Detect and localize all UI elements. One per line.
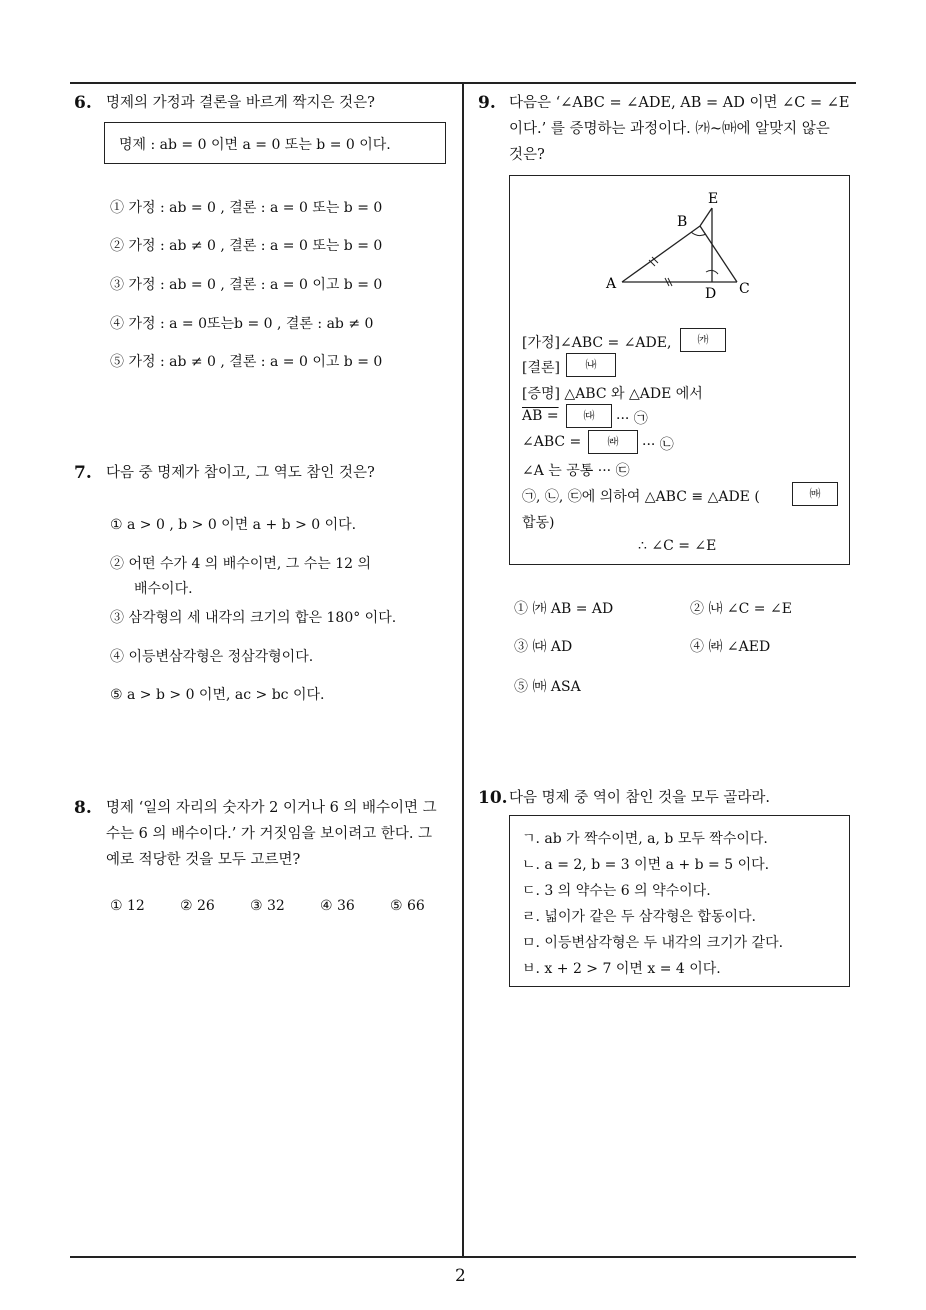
question-number: 8. (74, 798, 92, 818)
option-3[interactable]: ③ 삼각형의 세 내각의 크기의 합은 180° 이다. (110, 610, 397, 626)
question-number: 9. (478, 93, 496, 113)
vertex-label-e: E (708, 191, 719, 207)
option-2[interactable]: ② 어떤 수가 4 의 배수이면, 그 수는 12 의 (110, 556, 372, 572)
vertex-label-a: A (606, 276, 617, 292)
statement-1: ㄱ. ab 가 짝수이면, a, b 모두 짝수이다. (522, 831, 768, 847)
triangle-figure (510, 176, 849, 306)
option-2[interactable]: ② ㈏ ∠C = ∠E (690, 601, 792, 617)
statement-5: ㅁ. 이등변삼각형은 두 내각의 크기가 같다. (522, 935, 784, 951)
question-number: 7. (74, 463, 92, 483)
question-line-1: 다음은 ‘∠ABC = ∠ADE, AB = AD 이면 ∠C = ∠E (509, 95, 850, 111)
blank-na[interactable]: ㈏ (566, 353, 616, 377)
proof-line-6: ∴ ∠C = ∠E (638, 538, 717, 554)
proof-line-1-tail: ··· ㉠ (616, 411, 648, 427)
option-5[interactable]: ⑤ 가정 : ab ≠ 0 , 결론 : a = 0 이고 b = 0 (110, 354, 383, 370)
center-divider (462, 82, 464, 1258)
proof-title: [증명] △ABC 와 △ADE 에서 (522, 386, 703, 402)
vertex-label-c: C (739, 281, 750, 297)
option-3[interactable]: ③ ㈐ AD (514, 639, 573, 655)
option-4[interactable]: ④ 36 (320, 898, 355, 914)
bottom-rule (70, 1256, 856, 1258)
question-text: 다음 중 명제가 참이고, 그 역도 참인 것은? (106, 465, 375, 481)
option-1[interactable]: ① a > 0 , b > 0 이면 a + b > 0 이다. (110, 517, 357, 533)
option-1[interactable]: ① 12 (110, 898, 145, 914)
question-number: 10. (478, 788, 508, 808)
proposition-box (104, 122, 446, 164)
option-2[interactable]: ② 26 (180, 898, 215, 914)
statement-3: ㄷ. 3 의 약수는 6 의 약수이다. (522, 883, 711, 899)
statement-2: ㄴ. a = 2, b = 3 이면 a + b = 5 이다. (522, 857, 770, 873)
blank-da[interactable]: ㈐ (566, 404, 612, 428)
option-5[interactable]: ⑤ 66 (390, 898, 425, 914)
question-line-3: 것은? (509, 147, 545, 163)
option-4[interactable]: ④ 가정 : a = 0또는b = 0 , 결론 : ab ≠ 0 (110, 316, 374, 332)
option-5[interactable]: ⑤ ㈒ ASA (514, 679, 581, 695)
proof-line-3: ∠A 는 공통 ··· ㉢ (522, 463, 630, 479)
option-4[interactable]: ④ 이등변삼각형은 정삼각형이다. (110, 649, 314, 665)
question-line-2: 이다.’ 를 증명하는 과정이다. ㈎~㈒에 알맞지 않은 (509, 121, 830, 137)
blank-ra[interactable]: ㈑ (588, 430, 638, 454)
proof-line-1: AB = (522, 408, 559, 424)
question-text: 명제의 가정과 결론을 바르게 짝지은 것은? (106, 95, 375, 111)
vertex-label-d: D (705, 286, 717, 302)
option-3[interactable]: ③ 가정 : ab = 0 , 결론 : a = 0 이고 b = 0 (110, 277, 383, 293)
statement-box (509, 815, 850, 987)
proof-assume: [가정]∠ABC = ∠ADE, (522, 335, 672, 351)
proof-line-4: ㉠, ㉡, ㉢에 의하여 △ABC ≡ △ADE ( (522, 489, 760, 505)
proof-line-5: 합동) (522, 515, 555, 531)
option-3[interactable]: ③ 32 (250, 898, 285, 914)
option-2-cont: 배수이다. (134, 581, 193, 597)
question-line-1: 명제 ‘일의 자리의 숫자가 2 이거나 6 의 배수이면 그 (106, 800, 437, 816)
statement-4: ㄹ. 넓이가 같은 두 삼각형은 합동이다. (522, 909, 757, 925)
option-4[interactable]: ④ ㈑ ∠AED (690, 639, 771, 655)
blank-ma[interactable]: ㈒ (792, 482, 838, 506)
proposition-text: 명제 : ab = 0 이면 a = 0 또는 b = 0 이다. (119, 137, 391, 153)
question-line-3: 예로 적당한 것을 모두 고르면? (106, 852, 301, 868)
question-line-2: 수는 6 의 배수이다.’ 가 거짓임을 보이려고 한다. 그 (106, 826, 433, 842)
proof-line-2: ∠ABC = (522, 434, 582, 450)
page-number: 2 (455, 1266, 466, 1286)
option-1[interactable]: ① 가정 : ab = 0 , 결론 : a = 0 또는 b = 0 (110, 200, 383, 216)
question-text: 다음 명제 중 역이 참인 것을 모두 골라라. (509, 790, 770, 806)
blank-ga[interactable]: ㈎ (680, 328, 726, 352)
option-5[interactable]: ⑤ a > b > 0 이면, ac > bc 이다. (110, 687, 325, 703)
vertex-label-b: B (677, 214, 688, 230)
statement-6: ㅂ. x + 2 > 7 이면 x = 4 이다. (522, 961, 721, 977)
question-number: 6. (74, 93, 92, 113)
proof-conclusion: [결론] (522, 360, 560, 376)
option-2[interactable]: ② 가정 : ab ≠ 0 , 결론 : a = 0 또는 b = 0 (110, 238, 383, 254)
proof-box (509, 175, 850, 565)
option-1[interactable]: ① ㈎ AB = AD (514, 601, 614, 617)
proof-line-2-tail: ··· ㉡ (642, 437, 674, 453)
